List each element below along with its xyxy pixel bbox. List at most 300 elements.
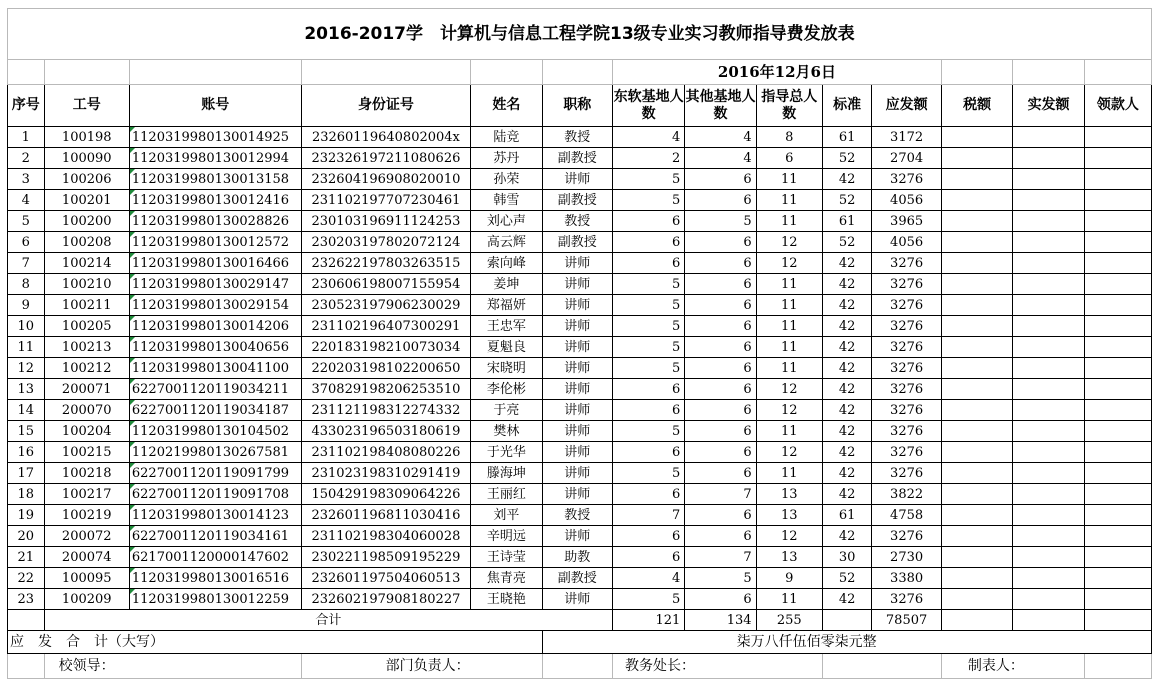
cell-dongruan[interactable]: 6 [613,253,685,274]
cell-standard[interactable]: 30 [822,547,871,568]
cell-total[interactable]: 13 [756,547,822,568]
cell-rank[interactable]: 讲师 [542,463,612,484]
cell-account[interactable] [129,190,301,211]
cell-idcard[interactable]: 232326197211080626 [301,148,471,169]
cell-name[interactable]: 郑福妍 [471,295,542,316]
cell-total[interactable]: 11 [756,358,822,379]
cell-tax[interactable] [941,400,1012,421]
cell-receiver[interactable] [1084,505,1151,526]
cell-payable[interactable]: 3172 [872,127,942,148]
cell-other[interactable]: 4 [685,148,756,169]
cell-other[interactable]: 6 [685,442,756,463]
cell-dongruan[interactable]: 5 [613,358,685,379]
cell-receiver[interactable] [1084,400,1151,421]
cell-account[interactable] [129,358,301,379]
cell-dongruan[interactable]: 6 [613,484,685,505]
cell-other[interactable]: 6 [685,253,756,274]
cell-standard[interactable]: 42 [822,400,871,421]
cell-seq[interactable]: 16 [8,442,45,463]
cell-payable[interactable]: 3276 [872,337,942,358]
cell-account[interactable] [129,211,301,232]
cell-id[interactable]: 100095 [44,568,129,589]
cell-idcard[interactable]: 230203197802072124 [301,232,471,253]
cell-id[interactable]: 100204 [44,421,129,442]
cell-total[interactable]: 12 [756,379,822,400]
cell-name[interactable]: 刘平 [471,505,542,526]
cell-dongruan[interactable]: 4 [613,127,685,148]
cell-tax[interactable] [941,463,1012,484]
cell-dongruan[interactable]: 6 [613,400,685,421]
cell-tax[interactable] [941,337,1012,358]
cell-name[interactable]: 索向峰 [471,253,542,274]
cell-other[interactable]: 6 [685,589,756,610]
cell-seq[interactable]: 2 [8,148,45,169]
cell-name[interactable]: 王丽红 [471,484,542,505]
cell-name[interactable]: 于亮 [471,400,542,421]
cell-standard[interactable]: 42 [822,316,871,337]
cell-dongruan[interactable]: 5 [613,463,685,484]
cell-standard[interactable]: 42 [822,589,871,610]
cell-total[interactable]: 11 [756,211,822,232]
cell-dongruan[interactable]: 5 [613,190,685,211]
cell-id[interactable]: 100211 [44,295,129,316]
cell-other[interactable]: 6 [685,400,756,421]
cell-standard[interactable]: 61 [822,127,871,148]
cell-tax[interactable] [941,127,1012,148]
cell-total[interactable]: 11 [756,316,822,337]
cell-rank[interactable]: 讲师 [542,337,612,358]
cell-idcard[interactable]: 150429198309064226 [301,484,471,505]
cell-idcard[interactable]: 230606198007155954 [301,274,471,295]
cell-standard[interactable]: 52 [822,232,871,253]
cell-receiver[interactable] [1084,169,1151,190]
cell-id[interactable]: 100209 [44,589,129,610]
cell-dongruan[interactable]: 6 [613,547,685,568]
cell-account[interactable] [129,589,301,610]
cell-account[interactable] [129,232,301,253]
cell-dongruan[interactable]: 6 [613,442,685,463]
cell-net[interactable] [1013,589,1084,610]
cell-idcard[interactable]: 230103196911124253 [301,211,471,232]
cell-id[interactable]: 100210 [44,274,129,295]
cell-account[interactable] [129,421,301,442]
cell-total[interactable]: 12 [756,442,822,463]
cell-net[interactable] [1013,568,1084,589]
cell-account[interactable] [129,568,301,589]
cell-net[interactable] [1013,484,1084,505]
cell-name[interactable]: 樊林 [471,421,542,442]
cell-standard[interactable]: 42 [822,442,871,463]
cell-receiver[interactable] [1084,589,1151,610]
cell-standard[interactable]: 52 [822,190,871,211]
cell-account[interactable] [129,484,301,505]
cell-idcard[interactable]: 232601197504060513 [301,568,471,589]
cell-total[interactable]: 11 [756,337,822,358]
cell-seq[interactable]: 4 [8,190,45,211]
cell-idcard[interactable]: 232604196908020010 [301,169,471,190]
cell-name[interactable]: 孙荣 [471,169,542,190]
cell-other[interactable]: 6 [685,190,756,211]
cell-seq[interactable]: 5 [8,211,45,232]
cell-tax[interactable] [941,148,1012,169]
cell-payable[interactable]: 4758 [872,505,942,526]
cell-id[interactable]: 200070 [44,400,129,421]
cell-receiver[interactable] [1084,316,1151,337]
cell-id[interactable]: 100214 [44,253,129,274]
cell-id[interactable]: 100090 [44,148,129,169]
cell-receiver[interactable] [1084,190,1151,211]
cell-standard[interactable]: 42 [822,379,871,400]
cell-seq[interactable]: 17 [8,463,45,484]
cell-name[interactable]: 王忠军 [471,316,542,337]
cell-tax[interactable] [941,316,1012,337]
cell-account[interactable] [129,379,301,400]
cell-other[interactable]: 5 [685,568,756,589]
cell-tax[interactable] [941,190,1012,211]
cell-id[interactable]: 100198 [44,127,129,148]
cell-total[interactable]: 11 [756,421,822,442]
cell-total[interactable]: 11 [756,463,822,484]
cell-dongruan[interactable]: 6 [613,211,685,232]
cell-id[interactable]: 100200 [44,211,129,232]
cell-idcard[interactable]: 232601196811030416 [301,505,471,526]
cell-seq[interactable]: 19 [8,505,45,526]
cell-tax[interactable] [941,295,1012,316]
cell-rank[interactable]: 讲师 [542,169,612,190]
cell-payable[interactable]: 3380 [872,568,942,589]
cell-tax[interactable] [941,358,1012,379]
cell-tax[interactable] [941,547,1012,568]
cell-id[interactable]: 100208 [44,232,129,253]
cell-other[interactable]: 6 [685,316,756,337]
cell-other[interactable]: 7 [685,547,756,568]
cell-name[interactable]: 韩雪 [471,190,542,211]
cell-id[interactable]: 100219 [44,505,129,526]
cell-other[interactable]: 6 [685,379,756,400]
cell-tax[interactable] [941,253,1012,274]
cell-id[interactable]: 200071 [44,379,129,400]
cell-dongruan[interactable]: 5 [613,316,685,337]
cell-name[interactable]: 滕海坤 [471,463,542,484]
cell-rank[interactable]: 副教授 [542,148,612,169]
cell-rank[interactable]: 教授 [542,505,612,526]
cell-idcard[interactable]: 433023196503180619 [301,421,471,442]
cell-receiver[interactable] [1084,568,1151,589]
cell-name[interactable]: 焦青亮 [471,568,542,589]
cell-tax[interactable] [941,505,1012,526]
cell-idcard[interactable]: 231102198408080226 [301,442,471,463]
cell-other[interactable]: 6 [685,274,756,295]
cell-dongruan[interactable]: 5 [613,337,685,358]
cell-rank[interactable]: 讲师 [542,421,612,442]
cell-tax[interactable] [941,169,1012,190]
cell-name[interactable]: 李伦彬 [471,379,542,400]
cell-net[interactable] [1013,526,1084,547]
cell-payable[interactable]: 4056 [872,190,942,211]
cell-total[interactable]: 12 [756,400,822,421]
cell-standard[interactable]: 52 [822,148,871,169]
cell-net[interactable] [1013,148,1084,169]
cell-rank[interactable]: 副教授 [542,568,612,589]
cell-name[interactable]: 于光华 [471,442,542,463]
cell-receiver[interactable] [1084,127,1151,148]
cell-payable[interactable]: 3276 [872,526,942,547]
cell-seq[interactable]: 20 [8,526,45,547]
cell-dongruan[interactable]: 2 [613,148,685,169]
cell-account[interactable] [129,526,301,547]
cell-payable[interactable]: 3276 [872,463,942,484]
cell-tax[interactable] [941,232,1012,253]
cell-seq[interactable]: 22 [8,568,45,589]
cell-account[interactable] [129,442,301,463]
cell-idcard[interactable]: 232622197803263515 [301,253,471,274]
cell-net[interactable] [1013,463,1084,484]
cell-payable[interactable]: 3276 [872,274,942,295]
cell-rank[interactable]: 教授 [542,211,612,232]
cell-other[interactable]: 6 [685,295,756,316]
cell-total[interactable]: 11 [756,190,822,211]
cell-net[interactable] [1013,190,1084,211]
cell-seq[interactable]: 15 [8,421,45,442]
cell-tax[interactable] [941,274,1012,295]
cell-payable[interactable]: 3276 [872,589,942,610]
cell-payable[interactable]: 3822 [872,484,942,505]
cell-id[interactable]: 100206 [44,169,129,190]
cell-dongruan[interactable]: 6 [613,379,685,400]
cell-rank[interactable]: 讲师 [542,253,612,274]
cell-total[interactable]: 9 [756,568,822,589]
cell-dongruan[interactable]: 5 [613,274,685,295]
cell-other[interactable]: 6 [685,358,756,379]
cell-id[interactable]: 100213 [44,337,129,358]
cell-total[interactable]: 8 [756,127,822,148]
cell-receiver[interactable] [1084,232,1151,253]
cell-standard[interactable]: 42 [822,463,871,484]
cell-payable[interactable]: 3965 [872,211,942,232]
cell-idcard[interactable]: 232602197908180227 [301,589,471,610]
cell-net[interactable] [1013,295,1084,316]
cell-other[interactable]: 6 [685,463,756,484]
cell-rank[interactable]: 副教授 [542,190,612,211]
cell-account[interactable] [129,505,301,526]
cell-id[interactable]: 100218 [44,463,129,484]
cell-tax[interactable] [941,568,1012,589]
cell-net[interactable] [1013,421,1084,442]
cell-id[interactable]: 100201 [44,190,129,211]
cell-rank[interactable]: 教授 [542,127,612,148]
cell-dongruan[interactable]: 5 [613,589,685,610]
cell-payable[interactable]: 4056 [872,232,942,253]
cell-other[interactable]: 6 [685,232,756,253]
cell-standard[interactable]: 42 [822,526,871,547]
cell-total[interactable]: 12 [756,526,822,547]
cell-id[interactable]: 100205 [44,316,129,337]
cell-receiver[interactable] [1084,253,1151,274]
cell-idcard[interactable]: 231102198304060028 [301,526,471,547]
cell-total[interactable]: 13 [756,484,822,505]
cell-id[interactable]: 200074 [44,547,129,568]
cell-other[interactable]: 6 [685,505,756,526]
cell-receiver[interactable] [1084,358,1151,379]
cell-dongruan[interactable]: 6 [613,232,685,253]
cell-account[interactable] [129,400,301,421]
cell-dongruan[interactable]: 5 [613,421,685,442]
cell-seq[interactable]: 9 [8,295,45,316]
cell-net[interactable] [1013,400,1084,421]
cell-idcard[interactable]: 370829198206253510 [301,379,471,400]
cell-net[interactable] [1013,316,1084,337]
cell-name[interactable]: 刘心声 [471,211,542,232]
cell-standard[interactable]: 42 [822,295,871,316]
cell-payable[interactable]: 2704 [872,148,942,169]
cell-idcard[interactable]: 231121198312274332 [301,400,471,421]
cell-standard[interactable]: 42 [822,274,871,295]
cell-name[interactable]: 宋晓明 [471,358,542,379]
cell-rank[interactable]: 讲师 [542,484,612,505]
cell-idcard[interactable]: 231023198310291419 [301,463,471,484]
cell-payable[interactable]: 3276 [872,253,942,274]
cell-idcard[interactable]: 231102197707230461 [301,190,471,211]
cell-receiver[interactable] [1084,295,1151,316]
cell-other[interactable]: 6 [685,526,756,547]
cell-dongruan[interactable]: 5 [613,169,685,190]
cell-receiver[interactable] [1084,421,1151,442]
cell-idcard[interactable]: 231102196407300291 [301,316,471,337]
cell-rank[interactable]: 讲师 [542,526,612,547]
cell-name[interactable]: 王晓艳 [471,589,542,610]
cell-other[interactable]: 5 [685,211,756,232]
cell-standard[interactable]: 42 [822,421,871,442]
cell-tax[interactable] [941,421,1012,442]
cell-payable[interactable]: 3276 [872,421,942,442]
cell-seq[interactable]: 7 [8,253,45,274]
cell-rank[interactable]: 讲师 [542,442,612,463]
cell-name[interactable]: 姜坤 [471,274,542,295]
cell-receiver[interactable] [1084,274,1151,295]
cell-standard[interactable]: 52 [822,568,871,589]
cell-other[interactable]: 6 [685,421,756,442]
cell-tax[interactable] [941,589,1012,610]
cell-tax[interactable] [941,442,1012,463]
cell-standard[interactable]: 42 [822,253,871,274]
cell-receiver[interactable] [1084,442,1151,463]
cell-id[interactable]: 100217 [44,484,129,505]
cell-dongruan[interactable]: 6 [613,526,685,547]
cell-rank[interactable]: 讲师 [542,274,612,295]
cell-other[interactable]: 6 [685,169,756,190]
cell-seq[interactable]: 1 [8,127,45,148]
cell-other[interactable]: 6 [685,337,756,358]
cell-rank[interactable]: 讲师 [542,316,612,337]
cell-total[interactable]: 11 [756,274,822,295]
cell-tax[interactable] [941,484,1012,505]
cell-seq[interactable]: 23 [8,589,45,610]
cell-payable[interactable]: 3276 [872,169,942,190]
cell-standard[interactable]: 42 [822,169,871,190]
cell-name[interactable]: 高云辉 [471,232,542,253]
cell-rank[interactable]: 副教授 [542,232,612,253]
cell-rank[interactable]: 讲师 [542,379,612,400]
cell-rank[interactable]: 讲师 [542,295,612,316]
cell-name[interactable]: 苏丹 [471,148,542,169]
cell-other[interactable]: 7 [685,484,756,505]
cell-total[interactable]: 11 [756,169,822,190]
cell-account[interactable] [129,274,301,295]
cell-net[interactable] [1013,274,1084,295]
cell-payable[interactable]: 3276 [872,400,942,421]
cell-account[interactable] [129,547,301,568]
cell-standard[interactable]: 42 [822,358,871,379]
cell-idcard[interactable]: 230523197906230029 [301,295,471,316]
cell-rank[interactable]: 讲师 [542,589,612,610]
cell-dongruan[interactable]: 5 [613,295,685,316]
cell-net[interactable] [1013,505,1084,526]
cell-receiver[interactable] [1084,148,1151,169]
cell-receiver[interactable] [1084,463,1151,484]
cell-seq[interactable]: 14 [8,400,45,421]
cell-receiver[interactable] [1084,337,1151,358]
cell-seq[interactable]: 11 [8,337,45,358]
cell-net[interactable] [1013,547,1084,568]
cell-payable[interactable]: 3276 [872,316,942,337]
cell-standard[interactable]: 61 [822,505,871,526]
cell-seq[interactable]: 21 [8,547,45,568]
cell-tax[interactable] [941,211,1012,232]
cell-other[interactable]: 4 [685,127,756,148]
cell-net[interactable] [1013,169,1084,190]
cell-seq[interactable]: 12 [8,358,45,379]
cell-idcard[interactable]: 23260119640802004x [301,127,471,148]
cell-payable[interactable]: 3276 [872,358,942,379]
cell-account[interactable] [129,127,301,148]
cell-standard[interactable]: 42 [822,337,871,358]
cell-tax[interactable] [941,526,1012,547]
cell-net[interactable] [1013,442,1084,463]
cell-account[interactable] [129,316,301,337]
cell-id[interactable]: 100215 [44,442,129,463]
cell-receiver[interactable] [1084,379,1151,400]
cell-seq[interactable]: 18 [8,484,45,505]
cell-total[interactable]: 11 [756,589,822,610]
cell-receiver[interactable] [1084,484,1151,505]
cell-net[interactable] [1013,358,1084,379]
cell-standard[interactable]: 61 [822,211,871,232]
cell-net[interactable] [1013,232,1084,253]
cell-id[interactable]: 200072 [44,526,129,547]
cell-seq[interactable]: 13 [8,379,45,400]
cell-name[interactable]: 夏魁良 [471,337,542,358]
cell-net[interactable] [1013,211,1084,232]
cell-total[interactable]: 6 [756,148,822,169]
cell-dongruan[interactable]: 7 [613,505,685,526]
cell-receiver[interactable] [1084,211,1151,232]
cell-tax[interactable] [941,379,1012,400]
cell-account[interactable] [129,337,301,358]
cell-seq[interactable]: 10 [8,316,45,337]
cell-idcard[interactable]: 220183198210073034 [301,337,471,358]
cell-rank[interactable]: 讲师 [542,400,612,421]
cell-payable[interactable]: 2730 [872,547,942,568]
cell-seq[interactable]: 8 [8,274,45,295]
cell-receiver[interactable] [1084,547,1151,568]
cell-net[interactable] [1013,127,1084,148]
cell-account[interactable] [129,148,301,169]
cell-dongruan[interactable]: 4 [613,568,685,589]
cell-account[interactable] [129,169,301,190]
cell-payable[interactable]: 3276 [872,295,942,316]
cell-name[interactable]: 王诗莹 [471,547,542,568]
cell-name[interactable]: 陆竞 [471,127,542,148]
